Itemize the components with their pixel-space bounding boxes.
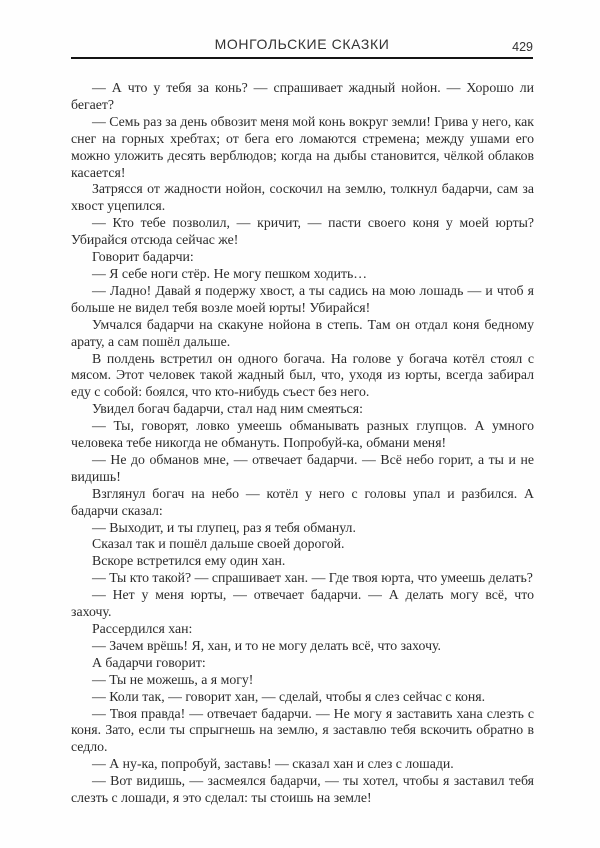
story-text — [71, 80, 534, 807]
paragraph: — Ты кто такой? — спрашивает хан. — Где твоя юрта, что умеешь делать? — [92, 570, 533, 586]
paragraph: А бадарчи говорит: — [92, 654, 206, 670]
paragraph: — Семь раз за день обвозит меня мой конь вокруг земли! Грива у него, как снег на горных хребтах; от бега его ломаются стремена; между ушами его можно уложить десять верблюдов; когда на дыбы становится, чёлкой облаков касается! — [71, 113, 534, 180]
paragraph: — Вот видишь, — засмеялся бадарчи, — ты хотел, чтобы я заставил тебя слезть с лошади, я это сделал: ты стоишь на земле! — [71, 773, 534, 806]
paragraph: Затрясся от жадности нойон, соскочил на землю, толкнул бадарчи, сам за хвост уцепился. — [71, 181, 534, 214]
page-header — [71, 36, 533, 60]
paragraph: — Нет у меня юрты, — отвечает бадарчи. — А делать могу всё, что захочу. — [71, 587, 534, 620]
paragraph: — А ну-ка, попробуй, заставь! — сказал хан и слез с лошади. — [92, 756, 454, 772]
paragraph: — А что у тебя за конь? — спрашивает жадный нойон. — Хорошо ли бегает? — [71, 80, 534, 112]
header-rule — [71, 57, 533, 59]
page-number: 429 — [512, 40, 533, 54]
paragraph: Рассердился хан: — [92, 621, 193, 636]
paragraph: Говорит бадарчи: — [92, 249, 194, 265]
paragraph: Увидел богач бадарчи, стал над ним смеяться: — [92, 401, 363, 417]
paragraph: — Ты не можешь, а я могу! — [92, 671, 254, 687]
paragraph: Сказал так и пошёл дальше своей дорогой. — [92, 536, 345, 552]
paragraph: — Выходит, и ты глупец, раз я тебя обманул. — [92, 519, 356, 535]
paragraph: — Кто тебе позволил, — кричит, — пасти своего коня у моей юрты? Убирайся отсюда сейчас же! — [71, 215, 534, 248]
paragraph: — Твоя правда! — отвечает бадарчи. — Не могу я заставить хана слезть с коня. Зато, если ты спрыгнешь на землю, я заставлю тебя вскочить обратно в седло. — [71, 705, 534, 755]
paragraph: — Коли так, — говорит хан, — сделай, чтобы я слез сейчас с коня. — [92, 688, 486, 704]
paragraph: — Не до обманов мне, — отвечает бадарчи. — Всё небо горит, а ты и не видишь! — [71, 451, 534, 484]
paragraph: В полдень встретил он одного богача. На голове у богача котёл стоял с мясом. Этот человек такой жадный был, что, уходя из юрты, всегда забирал еду с собой: боялся, что кто-нибудь съест без него. — [71, 350, 534, 400]
paragraph: Вскоре встретился ему один хан. — [92, 553, 286, 569]
paragraph: — Зачем врёшь! Я, хан, и то не могу делать всё, что захочу. — [92, 637, 441, 653]
running-title: МОНГОЛЬСКИЕ СКАЗКИ — [214, 36, 390, 52]
paragraph: Умчался бадарчи на скакуне нойона в степь. Там он отдал коня бедному арату, а сам пошёл дальше. — [71, 316, 534, 349]
paragraph: — Я себе ноги стёр. Не могу пешком ходить… — [92, 265, 368, 281]
paragraph: Взглянул богач на небо — котёл у него с головы упал и разбился. А бадарчи сказал: — [71, 485, 534, 518]
paragraph: — Ты, говорят, ловко умеешь обманывать разных глупцов. А умного человека тебе никогда не обмануть. Попробуй-ка, обмани меня! — [71, 418, 534, 451]
paragraph: — Ладно! Давай я подержу хвост, а ты садись на мою лошадь — и чтоб я больше не видел тебя возле моей юрты! Убирайся! — [71, 282, 534, 315]
